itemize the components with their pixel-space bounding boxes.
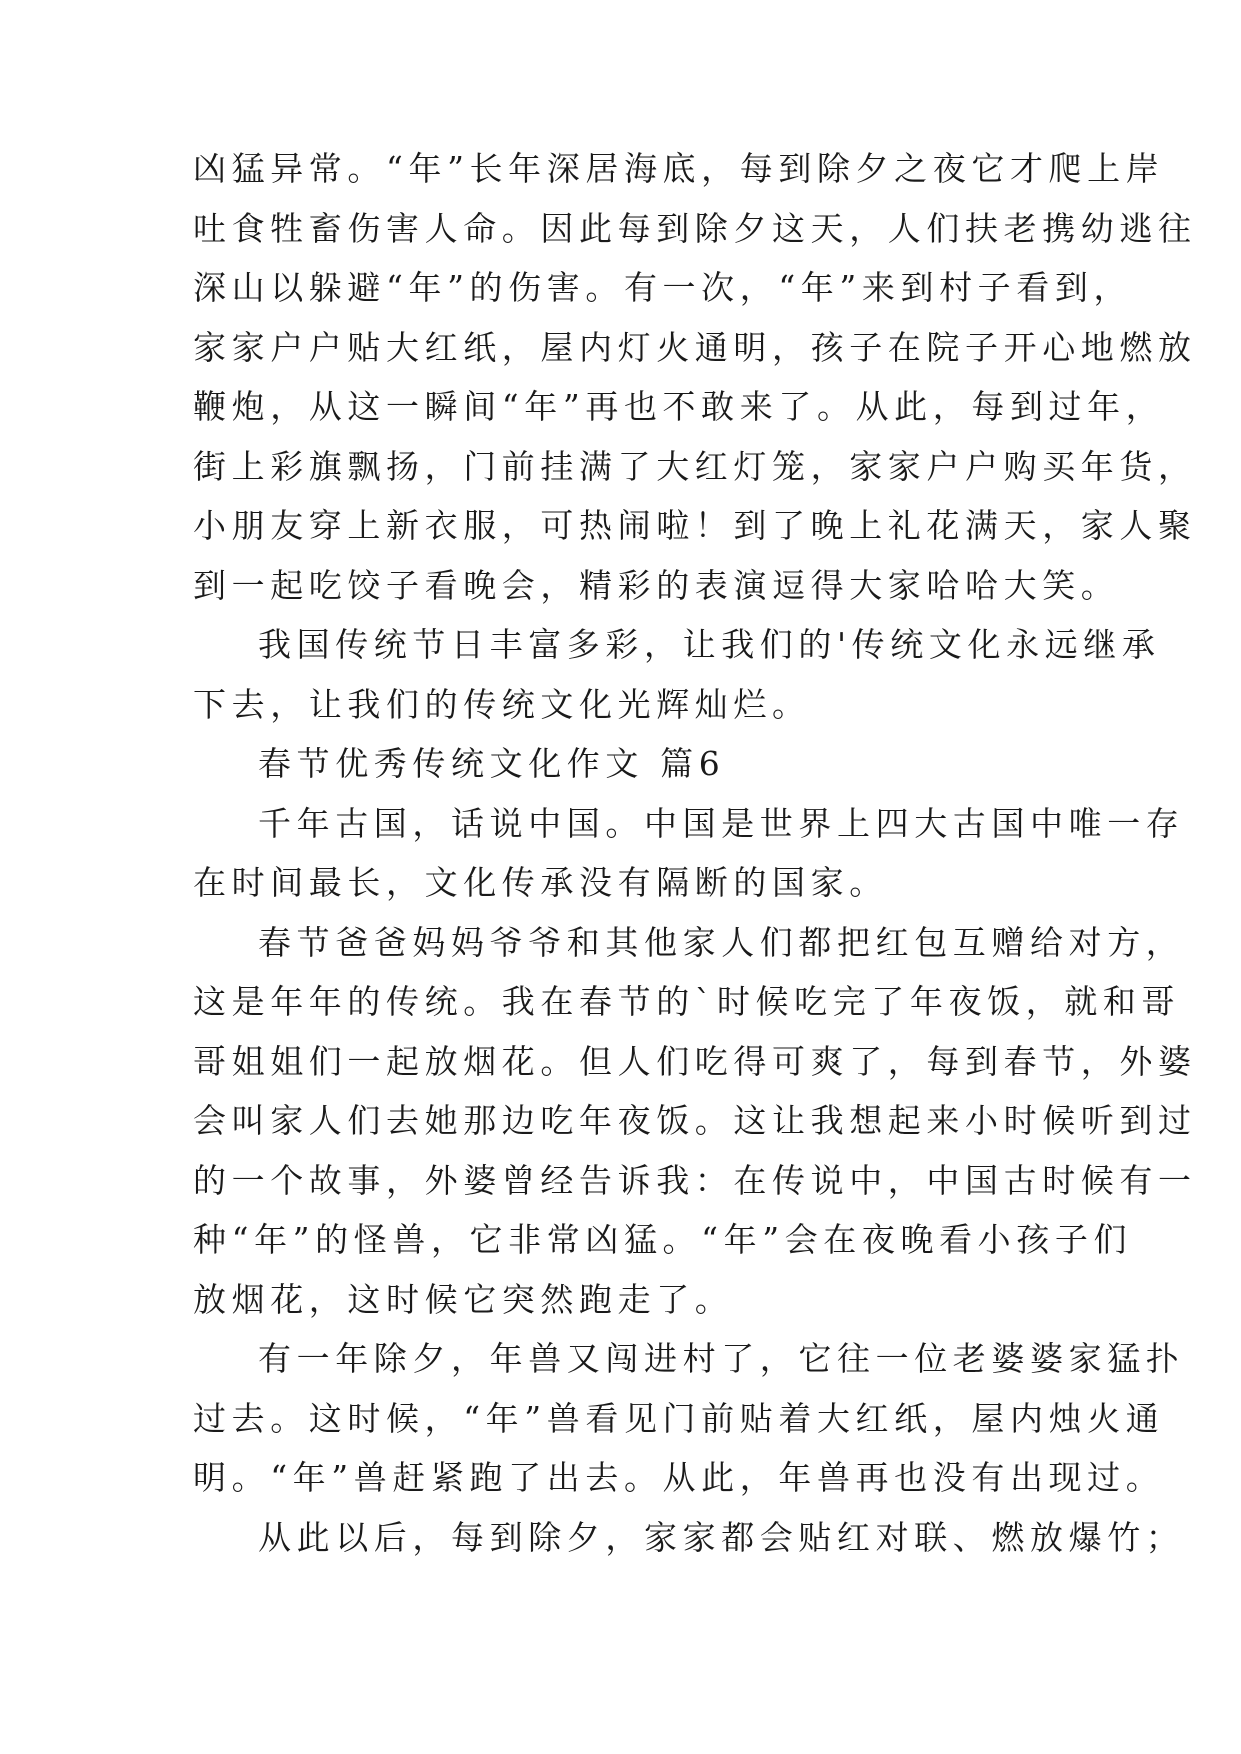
text-line: 在时间最长，文化传承没有隔断的国家。 [193, 863, 888, 902]
text-line: 哥姐姐们一起放烟花。但人们吃得可爽了，每到春节，外婆 [193, 1042, 1197, 1081]
text-line: 过去。这时候，“年”兽看见门前贴着大红纸，屋内烛火通 [193, 1399, 1165, 1438]
text-line: 春节爸爸妈妈爷爷和其他家人们都把红包互赠给对方， [258, 923, 1185, 962]
text-line: 从此以后，每到除夕，家家都会贴红对联、燃放爆竹； [258, 1518, 1185, 1557]
text-line: 家家户户贴大红纸，屋内灯火通明，孩子在院子开心地燃放 [193, 328, 1197, 367]
text-line: 放烟花，这时候它突然跑走了。 [193, 1280, 734, 1319]
text-line: 明。“年”兽赶紧跑了出去。从此，年兽再也没有出现过。 [193, 1458, 1165, 1497]
text-line: 鞭炮，从这一瞬间“年”再也不敢来了。从此，每到过年， [193, 387, 1165, 426]
text-line: 小朋友穿上新衣服，可热闹啦！到了晚上礼花满天，家人聚 [193, 506, 1197, 545]
text-line: 会叫家人们去她那边吃年夜饭。这让我想起来小时候听到过 [193, 1101, 1197, 1140]
text-line: 凶猛异常。“年”长年深居海底，每到除夕之夜它才爬上岸 [193, 149, 1165, 188]
text-line: 种“年”的怪兽，它非常凶猛。“年”会在夜晚看小孩子们 [193, 1220, 1133, 1259]
text-line: 的一个故事，外婆曾经告诉我：在传说中，中国古时候有一 [193, 1161, 1197, 1200]
text-line: 这是年年的传统。我在春节的`时候吃完了年夜饭，就和哥 [193, 982, 1181, 1021]
text-line: 我国传统节日丰富多彩，让我们的'传统文化永远继承 [258, 625, 1161, 664]
text-line: 深山以躲避“年”的伤害。有一次，“年”来到村子看到， [193, 268, 1133, 307]
section-heading: 春节优秀传统文化作文 篇6 [258, 744, 726, 783]
text-line: 吐食牲畜伤害人命。因此每到除夕这天，人们扶老携幼逃往 [193, 209, 1197, 248]
text-line: 下去，让我们的传统文化光辉灿烂。 [193, 685, 811, 724]
text-line: 千年古国，话说中国。中国是世界上四大古国中唯一存 [258, 804, 1185, 843]
text-line: 街上彩旗飘扬，门前挂满了大红灯笼，家家户户购买年货， [193, 447, 1197, 486]
text-line: 到一起吃饺子看晚会，精彩的表演逗得大家哈哈大笑。 [193, 566, 1120, 605]
text-line: 有一年除夕，年兽又闯进村了，它往一位老婆婆家猛扑 [258, 1339, 1185, 1378]
